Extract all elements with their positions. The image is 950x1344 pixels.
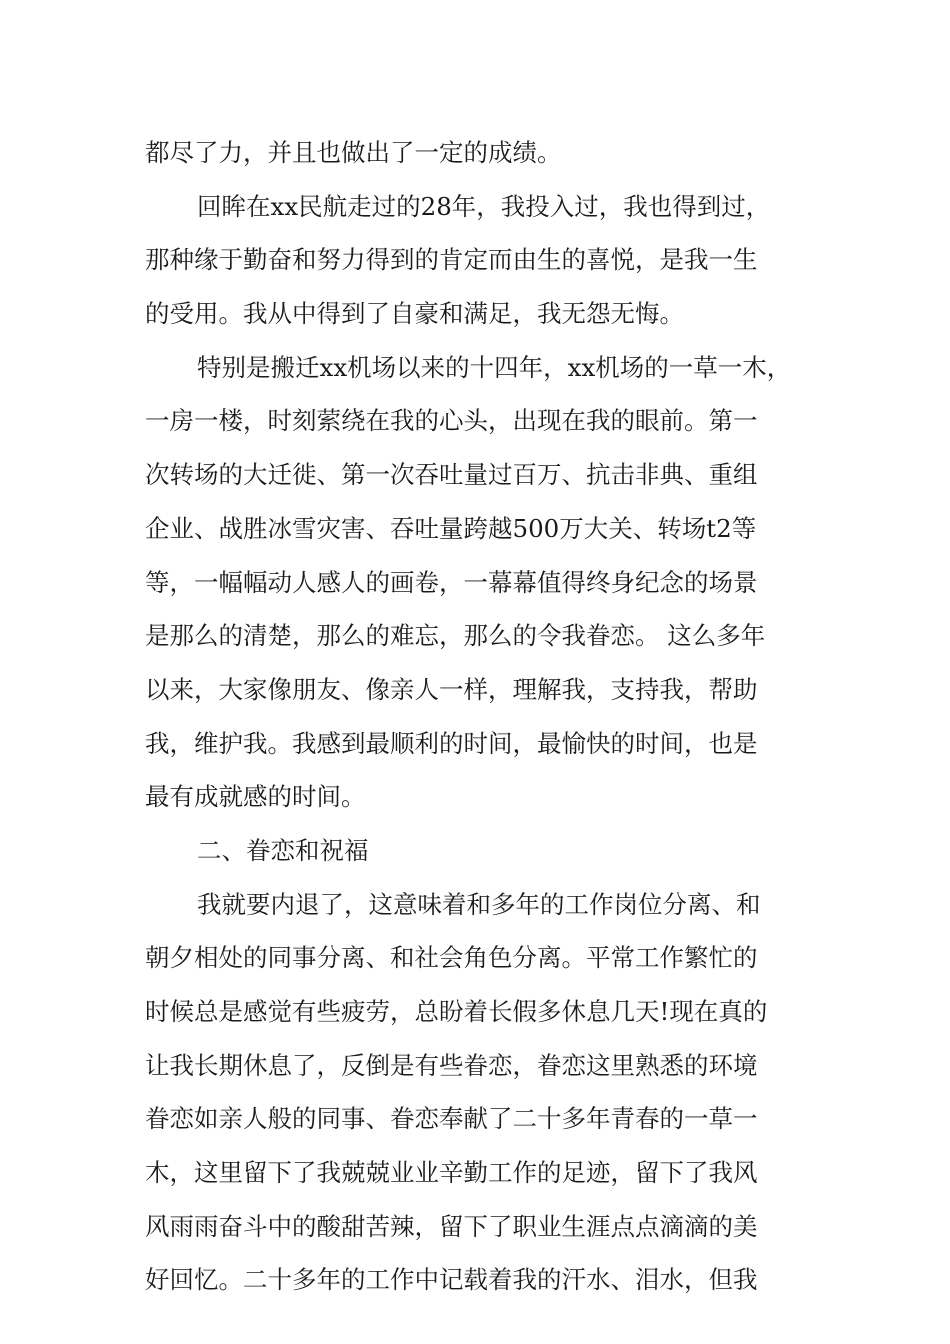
document-body: [145, 126, 825, 1307]
text-line: 时候总是感觉有些疲劳，总盼着长假多休息几天!现在真的: [145, 997, 768, 1026]
text-line: 眷恋如亲人般的同事、眷恋奉献了二十多年青春的一草一: [145, 1104, 758, 1134]
text-line: 是那么的清楚，那么的难忘，那么的令我眷恋。 这么多年: [145, 621, 766, 651]
text-line: 让我长期休息了，反倒是有些眷恋，眷恋这里熟悉的环境: [145, 1050, 758, 1080]
text-line: 朝夕相处的同事分离、和社会角色分离。平常工作繁忙的: [145, 943, 758, 973]
text-line: 我，维护我。我感到最顺利的时间，最愉快的时间，也是: [145, 728, 758, 758]
text-line: 都尽了力，并且也做出了一定的成绩。: [145, 138, 562, 167]
text-line: 最有成就感的时间。: [145, 782, 366, 812]
section-heading: 二、眷恋和祝福: [197, 835, 369, 865]
text-line: 次转场的大迁徙、第一次吞吐量过百万、抗击非典、重组: [145, 460, 758, 490]
paragraph-first-line: 回眸在xx民航走过的28年，我投入过，我也得到过，: [197, 191, 771, 221]
text-line: 木，这里留下了我兢兢业业辛勤工作的足迹，留下了我风: [145, 1158, 758, 1188]
paragraph-first-line: 我就要内退了，这意味着和多年的工作岗位分离、和: [197, 889, 761, 919]
text-line: 企业、战胜冰雪灾害、吞吐量跨越500万大关、转场t2等: [145, 513, 757, 543]
text-line: 以来，大家像朋友、像亲人一样，理解我，支持我，帮助: [145, 674, 758, 704]
text-line: 那种缘于勤奋和努力得到的肯定而由生的喜悦，是我一生: [145, 245, 758, 275]
text-line: 等，一幅幅动人感人的画卷，一幕幕值得终身纪念的场景: [145, 567, 758, 597]
text-line: 风雨雨奋斗中的酸甜苦辣，留下了职业生涯点点滴滴的美: [145, 1211, 758, 1241]
text-line: 的受用。我从中得到了自豪和满足，我无怨无悔。: [145, 299, 684, 329]
text-line: 好回忆。二十多年的工作中记载着我的汗水、泪水，但我: [145, 1265, 758, 1295]
paragraph-first-line: 特别是搬迁xx机场以来的十四年，xx机场的一草一木，: [197, 352, 792, 382]
text-line: 一房一楼，时刻萦绕在我的心头，出现在我的眼前。第一: [145, 406, 758, 436]
